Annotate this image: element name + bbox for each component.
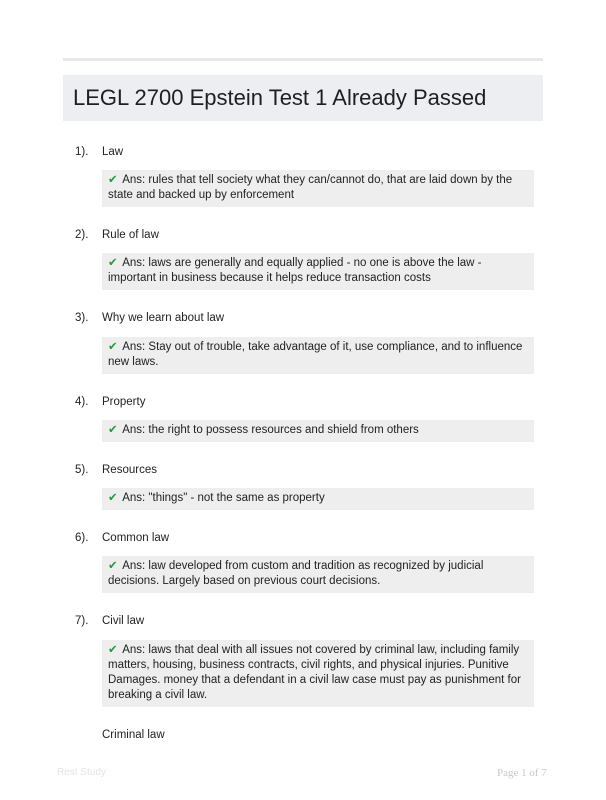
question-term: Law <box>102 146 124 158</box>
question-number: 3). <box>75 312 89 324</box>
answer-text: law developed from custom and tradition as recognized by judicial decisions. Largely based on previous court decisions. <box>108 560 484 587</box>
question-term: Resources <box>102 464 157 476</box>
question-term: Criminal law <box>102 729 165 741</box>
answer-box <box>102 640 534 707</box>
question-number: 7). <box>75 615 89 627</box>
answer-prefix: Ans: <box>122 174 146 186</box>
check-icon: ✔ <box>108 341 118 353</box>
question-term: Common law <box>102 532 170 544</box>
question-number: 1). <box>75 146 89 158</box>
answer-prefix: Ans: <box>122 560 146 572</box>
check-icon: ✔ <box>108 492 118 504</box>
check-icon: ✔ <box>108 174 118 186</box>
question-number: 5). <box>75 464 89 476</box>
question-term: Why we learn about law <box>102 312 225 324</box>
answer-box <box>102 337 534 374</box>
title-banner <box>63 75 543 121</box>
answer-prefix: Ans: <box>122 492 146 504</box>
question-term: Rule of law <box>102 229 159 241</box>
answer-text: laws that deal with all issues not covered by criminal law, including family matters, housing, business contracts, civil rights, and physical injuries. Punitive Damages. money that a defendant in a civil law case must pay as punishment for breaking a civil law. <box>108 644 521 701</box>
answer-text: rules that tell society what they can/cannot do, that are laid down by the state and backed up by enforcement <box>108 174 513 201</box>
question-number: 6). <box>75 532 89 544</box>
answer-text: the right to possess resources and shield from others <box>148 424 419 436</box>
answer-box <box>102 556 534 593</box>
check-icon: ✔ <box>108 257 118 269</box>
question-number: 2). <box>75 229 89 241</box>
answer-text: laws are generally and equally applied - no one is above the law - important in business because it helps reduce transaction costs <box>108 257 482 284</box>
check-icon: ✔ <box>108 424 118 436</box>
page-number: Page 1 of 7 <box>497 767 547 779</box>
answer-box <box>102 420 534 442</box>
answer-prefix: Ans: <box>122 341 146 353</box>
answer-box <box>102 253 534 290</box>
question-term: Property <box>102 396 146 408</box>
check-icon: ✔ <box>108 560 118 572</box>
answer-prefix: Ans: <box>122 424 146 436</box>
answer-box <box>102 488 534 510</box>
page-title: LEGL 2700 Epstein Test 1 Already Passed <box>73 85 487 110</box>
footer-watermark: Rest Study <box>57 767 106 778</box>
answer-prefix: Ans: <box>122 257 146 269</box>
question-number: 4). <box>75 396 89 408</box>
answer-prefix: Ans: <box>122 644 146 656</box>
question-term: Civil law <box>102 615 145 627</box>
answer-text: Stay out of trouble, take advantage of it, use compliance, and to influence new laws. <box>108 341 523 368</box>
top-divider <box>63 58 543 61</box>
check-icon: ✔ <box>108 644 118 656</box>
answer-box <box>102 170 534 207</box>
answer-text: "things" - not the same as property <box>148 492 325 504</box>
